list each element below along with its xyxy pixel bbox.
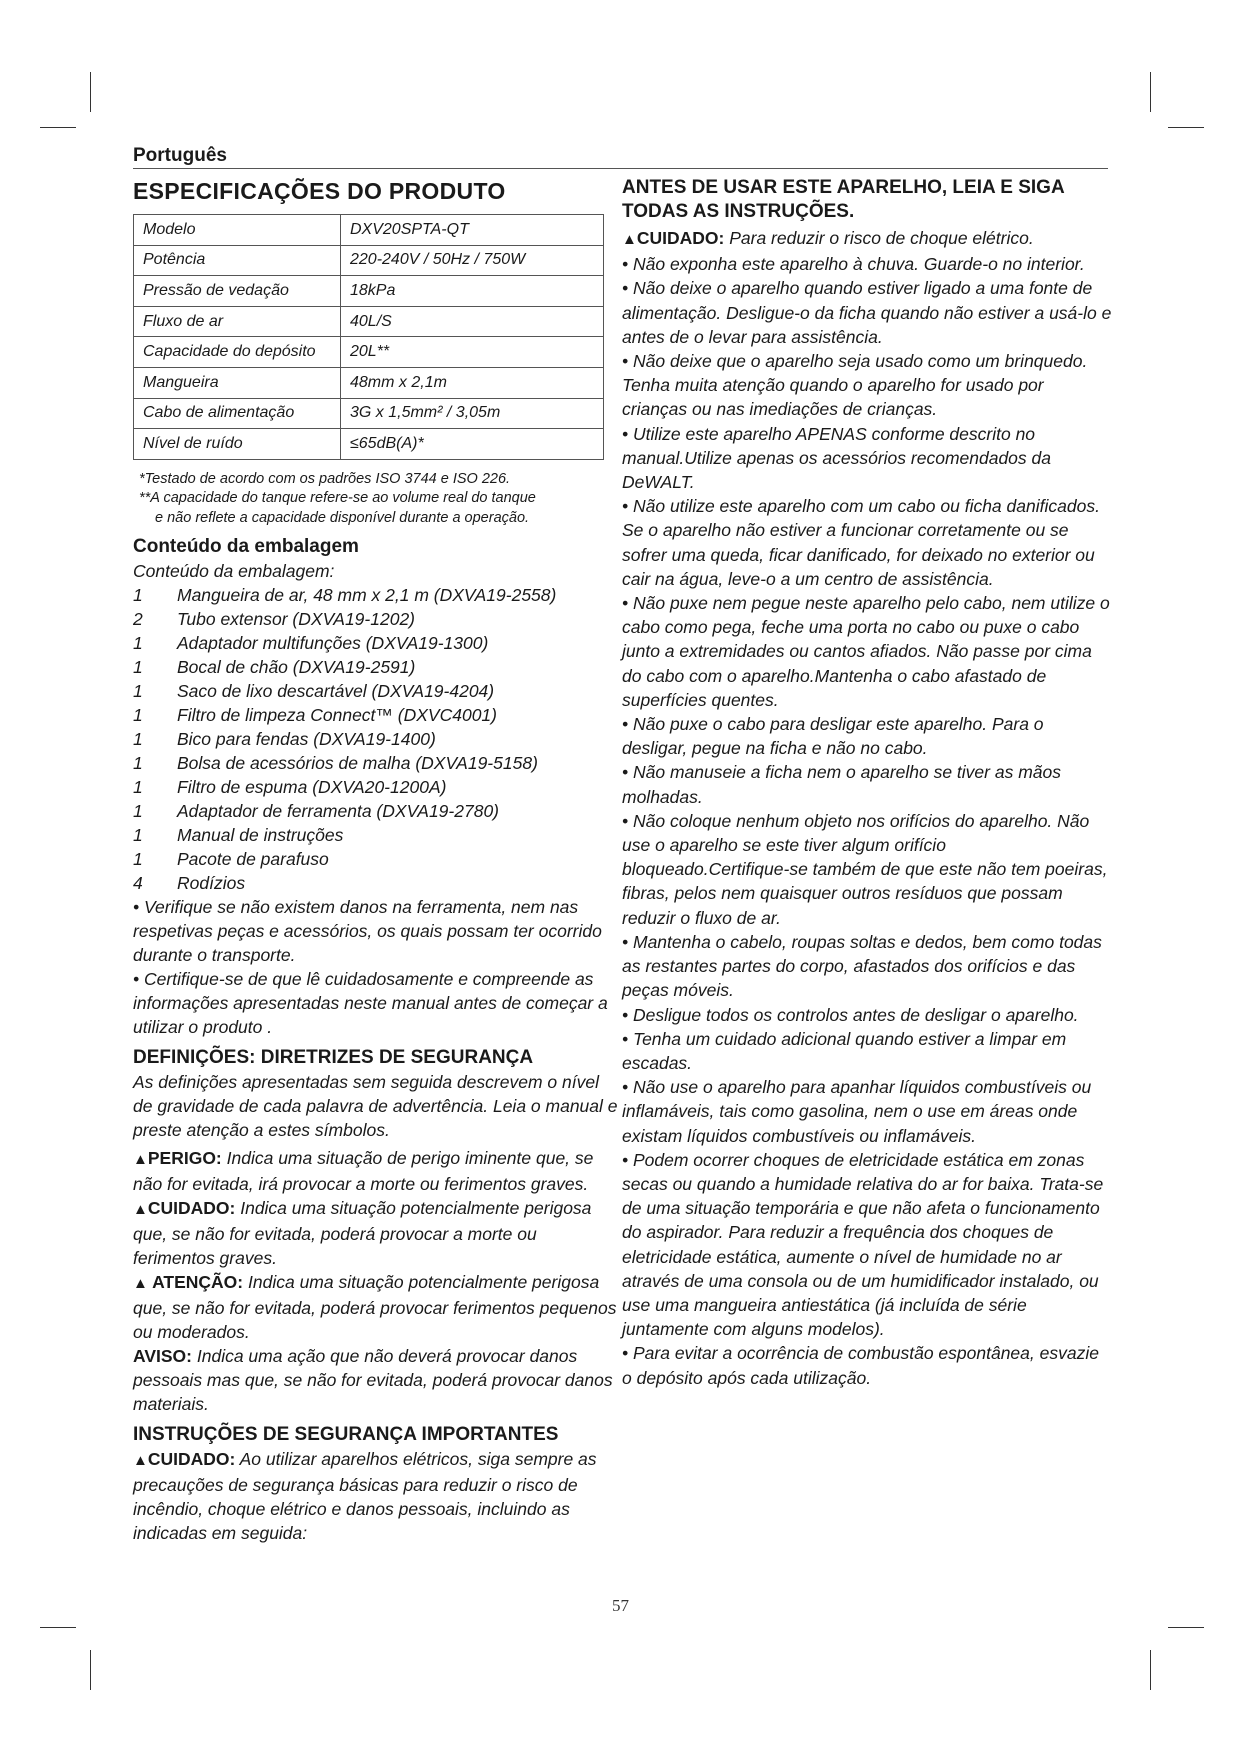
specs-title: ESPECIFICAÇÕES DO PRODUTO [133, 178, 506, 204]
list-item [133, 631, 623, 655]
item-qty: 1 [133, 729, 143, 750]
bullet-paragraph: • Mantenha o cabelo, roupas soltas e dedos, bem como todas as restantes partes do corpo, afastados dos orifícios e das peças móveis. [622, 931, 1102, 1001]
spec-note: e não reflete a capacidade disponível durante a operação. [155, 509, 530, 526]
item-qty: 1 [133, 585, 143, 606]
item-name: Bico para fendas (DXVA19-1400) [177, 729, 436, 750]
language-label: Português [133, 145, 227, 166]
list-item [133, 607, 623, 631]
spec-value: ≤65dB(A)* [341, 429, 604, 460]
item-name: Filtro de limpeza Connect™ (DXVC4001) [177, 705, 497, 726]
item-qty: 1 [133, 849, 143, 870]
page-number: 57 [612, 1596, 629, 1615]
spec-label: Mangueira [134, 367, 341, 398]
instructions-title: ANTES DE USAR ESTE APARELHO, LEIA E SIGA TODAS AS INSTRUÇÕES. [622, 177, 1064, 222]
item-qty: 1 [133, 825, 143, 846]
warning-icon: ▲ [133, 1201, 148, 1219]
warning-icon: ▲ [133, 1452, 148, 1470]
list-item [133, 799, 623, 823]
spec-label: Pressão de vedação [134, 276, 341, 307]
item-qty: 1 [133, 681, 143, 702]
item-qty: 2 [133, 609, 143, 630]
item-name: Bolsa de acessórios de malha (DXVA19-5158) [177, 753, 538, 774]
crop-mark [40, 127, 76, 128]
table-row [134, 367, 604, 398]
crop-mark [1168, 1627, 1204, 1628]
spec-note: **A capacidade do tanque refere-se ao volume real do tanque [139, 490, 536, 507]
list-item [133, 727, 623, 751]
bullet-paragraph: • Não manuseie a ficha nem o aparelho se tiver as mãos molhadas. [622, 762, 1061, 807]
item-qty: 1 [133, 753, 143, 774]
bullet-paragraph: • Não deixe que o aparelho seja usado como um brinquedo. Tenha muita atenção quando o aparelho for usado por crianças ou nas imediações de crianças. [622, 351, 1088, 420]
item-name: Saco de lixo descartável (DXVA19-4204) [177, 681, 495, 702]
check-paragraph: • Certifique-se de que lê cuidadosamente e compreende as informações apresentadas neste manual antes de começar a utilizar o produto . [133, 969, 608, 1038]
spec-label: Cabo de alimentação [134, 398, 341, 429]
package-title: Conteúdo da embalagem [133, 536, 359, 558]
table-row [134, 245, 604, 276]
spec-notes [139, 470, 623, 529]
bullet-paragraph: • Não use o aparelho para apanhar líquidos combustíveis ou inflamáveis, tais como gasolina, nem o use em áreas onde existam líquidos combustíveis ou inflamáveis. [622, 1077, 1092, 1146]
bullet-paragraph: • Não deixe o aparelho quando estiver ligado a uma fonte de alimentação. Desligue-o da ficha quando não estiver a usá-lo e antes de o levar para assistência. [622, 278, 1112, 347]
item-name: Tubo extensor (DXVA19-1202) [177, 609, 416, 630]
item-qty: 4 [133, 873, 143, 894]
warning-icon: ▲ [622, 231, 637, 248]
definitions-title: DEFINIÇÕES: DIRETRIZES DE SEGURANÇA [133, 1047, 534, 1069]
cuidado-label: CUIDADO: [147, 1198, 236, 1219]
right-column [622, 176, 1112, 1390]
cuidado-text: Para reduzir o risco de choque elétrico. [724, 228, 1034, 248]
spec-value: 48mm x 2,1m [341, 367, 604, 398]
aviso-paragraph [133, 1344, 623, 1416]
bullet-paragraph: • Não coloque nenhum objeto nos orifícios do aparelho. Não use o aparelho se este tiver algum orifício bloqueado.Certifique-se também de que este não tem poeiras, fibras, pelos nem quaisquer outros resíduos que possam reduzir o fluxo de ar. [622, 810, 1108, 928]
bullet-paragraph: • Podem ocorrer choques de eletricidade estática em zonas secas ou quando a humidade relativa do ar for baixa. Trata-se de uma situação temporária e que não afeta o funcionamento do aspirador. Para reduzir a frequência dos choques de eletricidade estática, aumente o nível de humidade no ar através de uma consola ou de um humidificador instalado, ou use uma mangueira antiestática (já incluída de série juntamente com alguns modelos). [622, 1149, 1104, 1340]
table-row [134, 337, 604, 368]
crop-mark [1150, 72, 1151, 112]
item-name: Bocal de chão (DXVA19-2591) [177, 657, 416, 678]
bullet-paragraph: • Para evitar a ocorrência de combustão espontânea, esvazie o depósito após cada utilização. [622, 1343, 1099, 1388]
specs-table [133, 214, 604, 460]
list-item [133, 823, 623, 847]
header-rule [133, 168, 1108, 169]
list-item [133, 775, 623, 799]
spec-label: Nível de ruído [134, 429, 341, 460]
item-name: Pacote de parafuso [177, 849, 329, 870]
bullet-paragraph: • Não puxe o cabo para desligar este aparelho. Para o desligar, pegue na ficha e não no cabo. [622, 714, 1044, 759]
spec-value: 3G x 1,5mm² / 3,05m [341, 398, 604, 429]
warning-icon: ▲ [133, 1275, 148, 1293]
crop-mark [90, 72, 91, 112]
spec-value: DXV20SPTA-QT [341, 215, 604, 246]
important-title: INSTRUÇÕES DE SEGURANÇA IMPORTANTES [133, 1424, 559, 1446]
item-name: Manual de instruções [177, 825, 344, 846]
item-qty: 1 [133, 657, 143, 678]
atencao-paragraph [133, 1270, 623, 1344]
cuidado-paragraph [133, 1196, 623, 1270]
package-list [133, 583, 623, 895]
crop-mark [1150, 1650, 1151, 1690]
atencao-label: ATENÇÃO: [147, 1272, 244, 1293]
bullet-paragraph: • Não exponha este aparelho à chuva. Guarde-o no interior. [622, 254, 1085, 275]
crop-mark [40, 1627, 76, 1628]
bullet-paragraph: • Utilize este aparelho APENAS conforme descrito no manual.Utilize apenas os acessórios recomendados da DeWALT. [622, 423, 1051, 493]
item-name: Adaptador de ferramenta (DXVA19-2780) [177, 801, 499, 822]
list-item [133, 679, 623, 703]
table-row [134, 276, 604, 307]
item-qty: 1 [133, 633, 143, 654]
cuidado-label: CUIDADO: [147, 1449, 236, 1470]
item-qty: 1 [133, 801, 143, 822]
item-name: Filtro de espuma (DXVA20-1200A) [177, 777, 447, 798]
table-row [134, 429, 604, 460]
bullet-paragraph: • Tenha um cuidado adicional quando estiver a limpar em escadas. [622, 1028, 1067, 1073]
list-item [133, 583, 623, 607]
table-row [134, 398, 604, 429]
table-row [134, 306, 604, 337]
aviso-label: AVISO: [133, 1346, 192, 1367]
list-item [133, 871, 623, 895]
list-item [133, 703, 623, 727]
spec-label: Fluxo de ar [134, 306, 341, 337]
bullet-paragraph: • Não puxe nem pegue neste aparelho pelo cabo, nem utilize o cabo como pega, feche uma porta no cabo ou puxe o cabo junto a extremidades ou cantos afiados. Não passe por cima do cabo com o aparelho.Mantenha o cabo afastado de superfícies quentes. [622, 593, 1110, 710]
warning-icon: ▲ [133, 1151, 148, 1169]
spec-label: Capacidade do depósito [134, 337, 341, 368]
cuidado-label: CUIDADO: [636, 228, 725, 248]
bullet-paragraph: • Desligue todos os controlos antes de desligar o aparelho. [622, 1004, 1079, 1025]
important-cuidado-paragraph [133, 1447, 623, 1545]
bullet-paragraph: • Não utilize este aparelho com um cabo ou ficha danificados. Se o aparelho não estiver a funcionar corretamente ou se sofrer uma queda, ficar danificado, for deixado no exterior ou cair na água, leve-o a um centro de assistência. [622, 496, 1100, 589]
list-item [133, 655, 623, 679]
spec-label: Modelo [134, 215, 341, 246]
item-qty: 1 [133, 777, 143, 798]
crop-mark [90, 1650, 91, 1690]
package-intro: Conteúdo da embalagem: [133, 561, 335, 582]
spec-value: 18kPa [341, 276, 604, 307]
perigo-paragraph [133, 1146, 623, 1196]
item-name: Adaptador multifunções (DXVA19-1300) [177, 633, 489, 654]
instructions-cuidado-paragraph [622, 226, 1112, 252]
left-column [133, 178, 623, 1545]
spec-label: Potência [134, 245, 341, 276]
item-name: Rodízios [177, 873, 246, 894]
cuidado-text: Ao utilizar aparelhos elétricos, siga sempre as precauções de segurança básicas para reduzir o risco de incêndio, choque elétrico e danos pessoais, incluindo as indicadas em seguida: [133, 1449, 597, 1544]
spec-value: 20L** [341, 337, 604, 368]
spec-value: 220-240V / 50Hz / 750W [341, 245, 604, 276]
list-item [133, 847, 623, 871]
atencao-text: Indica uma situação potencialmente perigosa que, se não for evitada, poderá provocar ferimentos pequenos ou moderados. [133, 1272, 617, 1343]
crop-mark [1168, 127, 1204, 128]
spec-value: 40L/S [341, 306, 604, 337]
perigo-text: Indica uma situação de perigo iminente que, se não for evitada, irá provocar a morte ou ferimentos graves. [133, 1148, 594, 1195]
cuidado-text: Indica uma situação potencialmente perigosa que, se não for evitada, poderá provocar a morte ou ferimentos graves. [133, 1198, 592, 1269]
perigo-label: PERIGO: [147, 1148, 222, 1169]
aviso-text: Indica uma ação que não deverá provocar danos pessoais mas que, se não for evitada, poderá provocar danos materiais. [133, 1346, 613, 1415]
check-paragraph: • Verifique se não existem danos na ferramenta, nem nas respetivas peças e acessórios, os quais possam ter ocorrido durante o transporte. [133, 897, 602, 966]
item-name: Mangueira de ar, 48 mm x 2,1 m (DXVA19-2558) [177, 585, 557, 606]
definitions-intro: As definições apresentadas sem seguida descrevem o nível de gravidade de cada palavra de advertência. Leia o manual e preste atenção a estes símbolos. [133, 1072, 618, 1141]
table-row [134, 215, 604, 246]
item-qty: 1 [133, 705, 143, 726]
list-item [133, 751, 623, 775]
spec-note: *Testado de acordo com os padrões ISO 3744 e ISO 226. [139, 470, 511, 487]
